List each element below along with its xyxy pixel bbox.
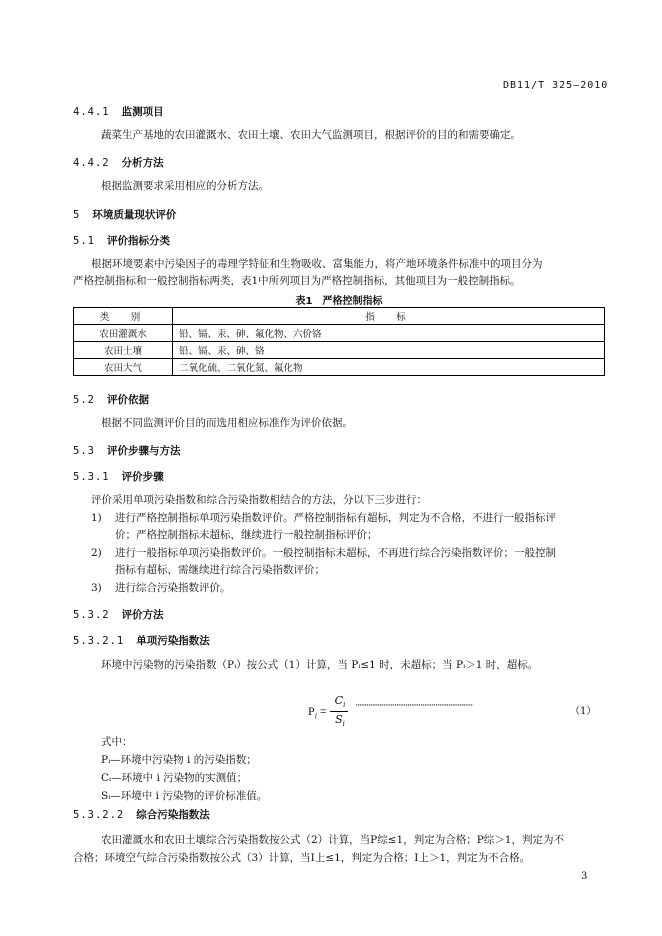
where-line-c: Cᵢ—环境中 i 污染物的实测值； — [101, 772, 248, 784]
table-cell-indicator: 二氧化硫、二氧化氮、氟化物 — [173, 359, 605, 376]
section-number: 4.4.2 — [73, 157, 110, 169]
section-number: 5.1 — [73, 235, 95, 247]
where-line-s: Sᵢ—环境中 i 污染物的评价标准值。 — [101, 790, 268, 802]
where-label: 式中： — [101, 736, 133, 748]
section-number: 5.3.2 — [73, 609, 110, 621]
heading-5 — [73, 207, 176, 222]
formula-numerator — [330, 694, 350, 709]
table-cell-category: 农田大气 — [74, 359, 173, 376]
formula-p: P — [308, 704, 315, 718]
page-number: 3 — [581, 871, 588, 882]
list-item-line: 进行严格控制指标单项污染指数评价。严格控制指标有超标，判定为不合格，不进行一般指标评 — [115, 512, 556, 524]
formula-denominator — [330, 713, 350, 728]
section-title: 分析方法 — [121, 157, 164, 169]
list-item-marker: 2) — [91, 547, 102, 559]
where-line-p: Pᵢ—环境中污染物 i 的污染指数； — [101, 754, 257, 766]
formula-num-subscript: i — [343, 701, 346, 710]
section-title: 评价方法 — [121, 609, 164, 621]
list-item-line: 进行综合污染指数评价。 — [115, 582, 231, 594]
section-title: 监测项目 — [121, 106, 164, 118]
table-row — [74, 359, 605, 376]
formula-lhs-subscript: i — [314, 711, 317, 721]
section-title: 评价步骤 — [121, 471, 164, 483]
section-title: 环境质量现状评价 — [92, 209, 177, 221]
section-title: 评价步骤与方法 — [106, 445, 181, 457]
section-number: 4.4.1 — [73, 106, 110, 118]
list-item-line: 进行一般指标单项污染指数评价。一般控制指标未超标，不再进行综合污染指数评价；一般控制 — [115, 547, 556, 559]
heading-5-3 — [73, 443, 180, 458]
paragraph-5-3-2-2-line2: 合格；环境空气综合污染指数按公式（3）计算，当I上≤1，判定为合格；I上＞1，判定为不合格。 — [73, 852, 531, 864]
column-header-indicator: 指 标 — [173, 308, 605, 325]
formula-s: S — [335, 713, 343, 726]
paragraph-5-3-2-1: 环境中污染物的污染指数（Pᵢ）按公式（1）计算，当 Pᵢ≤1 时，未超标；当 Pᵢ＞1 时，超标。 — [101, 659, 539, 671]
strict-control-table — [73, 307, 605, 376]
paragraph-5-2: 根据不同监测评价目的而选用相应标准作为评价依据。 — [101, 417, 353, 429]
heading-5-2 — [73, 392, 149, 407]
steps-intro: 评价采用单项污染指数和综合污染指数相结合的方法，分以下三步进行： — [91, 494, 427, 506]
formula-number: （1） — [570, 706, 597, 717]
table-cell-indicator: 铅、镉、汞、砷、铬 — [173, 342, 605, 359]
paragraph-4-4-2: 根据监测要求采用相应的分析方法。 — [101, 180, 269, 192]
fraction-bar — [330, 711, 348, 712]
paragraph-5-3-2-2-line1: 农田灌溉水和农田土壤综合污染指数按公式（2）计算，当P综≤1，判定为合格；P综＞1，判定为不 — [101, 834, 564, 846]
heading-5-3-1 — [73, 469, 164, 484]
section-number: 5 — [73, 209, 81, 221]
paragraph-5-1-line2: 严格控制指标和一般控制指标两类，表1中所列项目为严格控制指标，其他项目为一般控制指标。 — [73, 275, 521, 287]
table-row — [74, 342, 605, 359]
formula-equals: = — [319, 704, 327, 718]
column-header-category: 类 别 — [74, 308, 173, 325]
section-title: 评价指标分类 — [106, 235, 170, 247]
formula-den-subscript: i — [342, 720, 345, 729]
section-number: 5.3.1 — [73, 471, 110, 483]
list-item-line: 价；严格控制指标未超标，继续进行一般控制指标评价； — [115, 529, 378, 541]
section-number: 5.3.2.1 — [73, 635, 125, 647]
heading-4-4-1 — [73, 104, 164, 119]
table-row — [74, 325, 605, 342]
section-title: 综合污染指数法 — [136, 809, 210, 821]
table-cell-category: 农田灌溉水 — [74, 325, 173, 342]
heading-4-4-2 — [73, 155, 164, 170]
formula-c: C — [334, 694, 344, 707]
paragraph-5-1-line1: 根据环境要素中污染因子的毒理学特征和生物吸收、富集能力，将产地环境条件标准中的项目分为 — [91, 258, 543, 270]
list-item-marker: 3) — [91, 582, 102, 594]
formula-lhs — [308, 704, 327, 720]
list-item-marker: 1) — [91, 512, 102, 524]
heading-5-3-2 — [73, 607, 164, 622]
section-number: 5.3 — [73, 445, 95, 457]
paragraph-4-4-1: 蔬菜生产基地的农田灌溉水、农田土壤、农田大气监测项目，根据评价的目的和需要确定。 — [101, 129, 521, 141]
formula-leader-dots: ······························································· — [355, 701, 473, 711]
list-item-line: 指标有超标，需继续进行综合污染指数评价； — [115, 564, 325, 576]
section-title: 评价依据 — [106, 394, 149, 406]
heading-5-1 — [73, 233, 170, 248]
section-number: 5.2 — [73, 394, 95, 406]
table-header-row — [74, 308, 605, 325]
document-code: DB11/T 325—2010 — [503, 80, 609, 91]
heading-5-3-2-2 — [73, 807, 210, 822]
section-number: 5.3.2.2 — [73, 809, 125, 821]
section-title: 单项污染指数法 — [136, 635, 210, 647]
table-caption: 表1 严格控制指标 — [295, 296, 383, 307]
table-cell-category: 农田土壤 — [74, 342, 173, 359]
heading-5-3-2-1 — [73, 633, 210, 648]
table-cell-indicator: 铅、镉、汞、砷、氟化物、六价铬 — [173, 325, 605, 342]
